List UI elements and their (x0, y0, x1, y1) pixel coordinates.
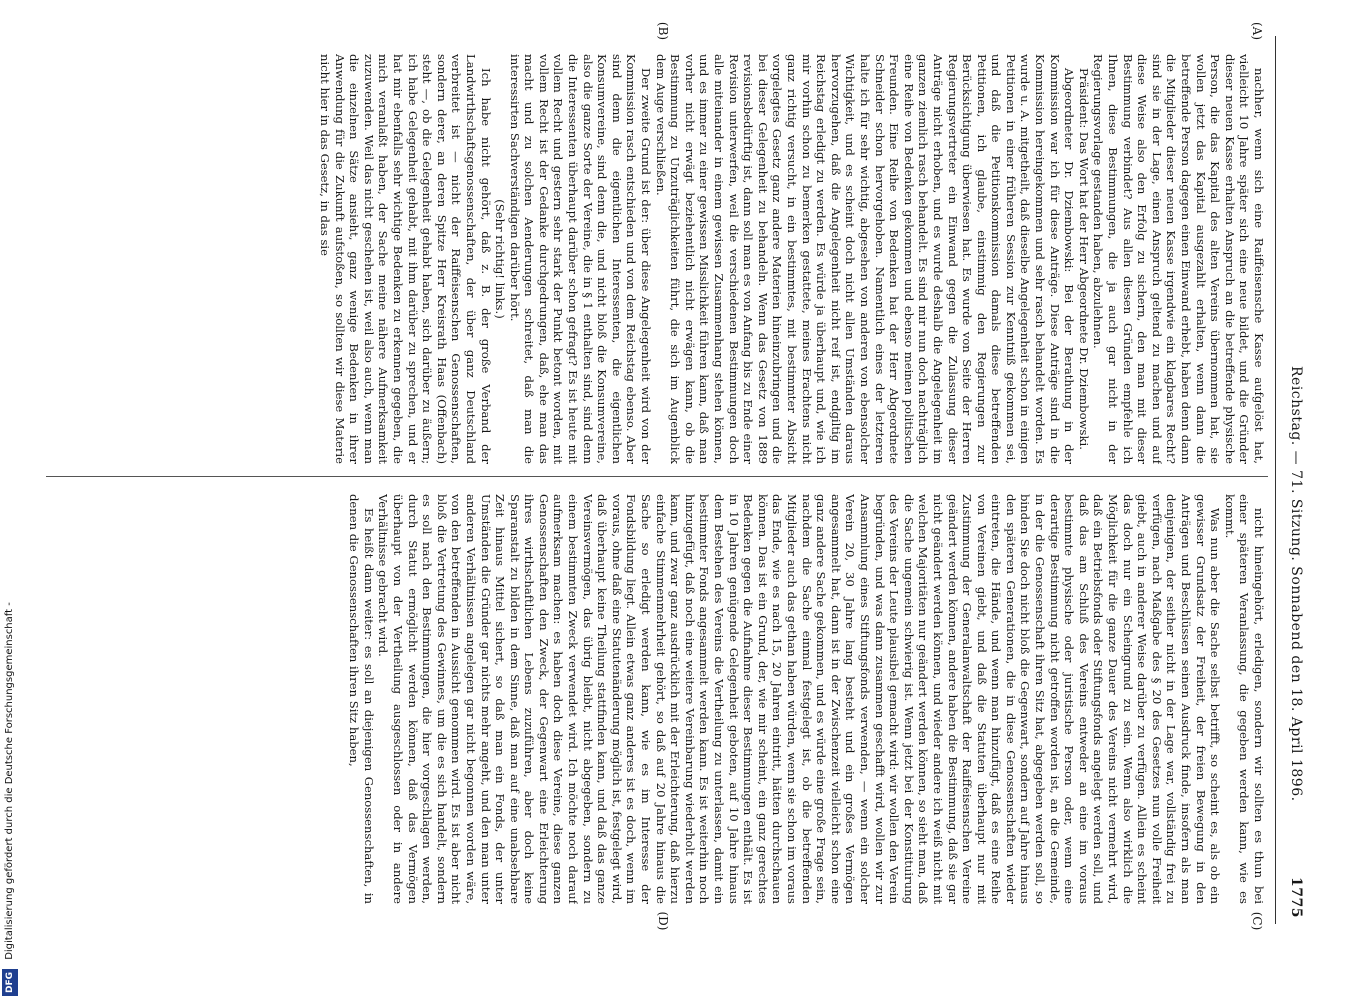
dfg-logo: DFG (2, 969, 18, 996)
digitization-credit (2, 0, 18, 1000)
page-header-title: Reichstag. — 71. Sitzung. Sonnabend den 18. April 1896. (1288, 366, 1304, 802)
paragraph: nicht hineingehört, erledigen, sondern wir sollten es thun bei einer späteren Veranlassung, die gegeben werden kann, wie es kommt. (1222, 494, 1266, 904)
margin-marker-c: (C) (1250, 911, 1264, 931)
paragraph: Der zweite Grund ist der: über diese Angelegenheit wird von der Kommission rasch entschieden und von dem Reichstag ebenso. Aber sind denn die eigentlichen Interessenten, die eigentlichen Konsumvereine, sind denn die, und nicht bloß die Konsumvereine, also die ganze Sorte der Vereine, die in § 1 enthalten sind, sind denn die Interessenten überhaupt darüber schon gefragt? Es ist heute mit vollem Recht und gestern sehr stark der Punkt betont worden, mit vollem Recht ist der Gedanke durchgedrungen, daß, ehe man das macht und zu solchen Aenderungen schreitet, daß man die interessirten Sachverständigen darüber hört. (507, 54, 654, 464)
right-column (46, 494, 1266, 904)
credit-text: Digitalisierung gefördert durch die Deutsche Forschungsgemeinschaft - (4, 602, 15, 960)
margin-marker-a: (A) (1250, 21, 1264, 41)
paragraph: nachher, wenn sich eine Raiffeisensche Kasse aufgelöst hat, vielleicht 10 Jahre später sich eine neue bildet, und die Gründer dieser neuen Kasse erhalten Anspruch an die betreffende physische Person, die das Kapital des alten Vereins übernommen hat, sie wollen jetzt das Kapital ausgezahlt erhalten, wenn dann die betreffende Person dagegen einen Einwand erhebt, haben denn dann die Mitglieder dieser neuen Kasse irgendwie ein klagbares Recht? sind sie in der Lage, einen Anspruch geltend zu machen und auf diese Weise also den Erfolg zu sichern, den man mit dieser Bestimmung verbindet? Aus allen diesen Gründen empfehle ich Ihnen, diese Bestimmungen, die ja auch gar nicht in der Regierungsvorlage gestanden haben, abzulehnen. (1091, 54, 1266, 464)
header-rule (1275, 36, 1276, 924)
left-column (46, 54, 1266, 464)
rotated-page (38, 21, 1310, 931)
margin-marker-b: (B) (656, 21, 670, 41)
paragraph: Präsident: Das Wort hat der Herr Abgeordnete Dr. Dziembowski. (1076, 68, 1091, 450)
paragraph: Es heißt dann weiter: es soll an diejenigen Genossenschaften, in denen die Genossenschaften ihren Sitz haben, (347, 494, 376, 904)
margin-marker-d: (D) (656, 911, 670, 931)
paragraph: Ich habe nicht gehört, daß z. B. der große Verband der Landwirthschaftsgenossenschaften, der über ganz Deutschland verbreitet ist — nicht der Raiffeisenschen Genossenschaften, sondern derer, an deren Spitze Herr Kreisrath Haas (Offenbach) steht —, ob die Gelegenheit gehabt haben, sich darüber zu äußern; ich habe Gelegenheit gehabt, mit ihm darüber zu sprechen, und er hat mir ebenfalls sehr wichtige Bedenken zu erkennen gegeben, die mich veranlaßt haben, der Sache meine nähere Aufmerksamkeit zuzuwenden. Weil das nicht geschehen ist, weil also auch, wenn man die einzelnen Sätze ansieht, ganz wenige Bedenken in ihrer Anwendung für die Zukunft aufstoßen, so sollten wir diese Materie nicht hier in das Gesetz, in das sie (318, 54, 493, 464)
interjection: (Sehr richtig! links.) (493, 199, 508, 319)
page-number: 1775 (1288, 877, 1304, 918)
page-header (1278, 36, 1304, 924)
column-divider (46, 476, 1268, 477)
paragraph: Was nun aber die Sache selbst betrifft, so scheint es, als ob ein gewisser Grundsatz der Freiheit, der freien Bewegung in den Anträgen und Beschlüssen seinen Ausdruck finde, insofern als man denjenigen, der seither nicht in der Lage war, vollständig frei zu verfügen, nach Maßgabe des § 20 des Gesetzes nun volle Freiheit giebt, auch in anderer Weise darüber zu verfügen. Allein es scheint das doch nur ein Scheingrund zu sein. Wenn also wirklich die Möglichkeit für die ganze Dauer des Vereins nicht vermehrt wird, daß ein Betriebsfonds oder Stiftungsfonds angelegt werden soll, und daß das am Schluß des Vereins entweder an eine im voraus bestimmte physische oder juristische Person oder, wenn eine derartige Bestimmung nicht getroffen worden ist, an die Gemeinde, in der die Genossenschaft ihren Sitz hat, abgegeben werden soll, so binden Sie doch nicht bloß die Gegenwart, sondern auf Jahre hinaus den späteren Generationen, die in diese Genossenschaften wieder eintreten, die Hände, und wenn man hinzufügt, daß es eine Reihe von Vereinen giebt, und daß die Statuten überhaupt nur mit Zustimmung der Generalanwaltschaft der Raiffeisenschen Vereine geändert werden können, andere haben die Bestimmung, daß sie gar nicht geändert werden können, und wieder andere ich weiß nicht mit welchen Majoritäten nur geändert werden können, so sieht man, daß die Sache ungemein schwierig ist. Wenn jetzt bei der Konstituirung des Vereins der Leute plausibel gemacht wird: wir wollen den Verein begründen, und was dann zusammen geschafft wird, wollen wir zur Ansammlung eines Stiftungsfonds verwenden, — wenn ein solcher Verein 20, 30 Jahre lang besteht und ein großes Vermögen angesammelt hat, dann ist in der Zwischenzeit vielleicht schon eine ganz andere Sache gekommen, und es würde eine große Frage sein, nachdem die Sache einmal festgelegt ist, ob die betreffenden Mitglieder auch das gethan haben würden, wenn sie schon im voraus das Ende, wie es nach 15, 20 Jahren eintritt, hätten durchschauen können. Das ist ein Grund, der, wie mir scheint, ein ganz gerechtes Bedenken gegen die Aufnahme dieser Bestimmungen enthält. Es ist in 10 Jahren genügende Gelegenheit geboten, auf 10 Jahre hinaus dem Bestehen des Vereins die Vertheilung zu unterlassen, damit ein bestimmter Fonds angesammelt werden kann. Es ist weiterhin noch hinzugefügt, daß noch eine weitere Vereinbarung wiederholt werden kann, und zwar ganz ausdrücklich mit der Erleichterung, daß hierzu einfache Stimmenmehrheit gehört, so daß auf 20 Jahre hinaus die Sache so erledigt werden kann, wie es im Interesse der Fondsbildung liegt. Allein etwas ganz anderes ist es doch, wenn im voraus, ohne daß eine Statutenänderung möglich ist, festgelegt wird, daß überhaupt keine Theilung stattfinden kann, und daß das ganze Vereinsvermögen, das übrig bleibt, nicht abgegeben, sondern zu einem bestimmten Zweck verwendet wird. Ich möchte noch darauf aufmerksam machen: es haben doch diese Vereine, diese ganzen Genossenschaften den Zweck, der Gegenwart eine Erleichterung ihres wirthschaftlichen Lebens zuzuführen, aber doch keine Sparanstalt zu bilden in dem Sinne, daß man auf eine unabsehbare Zeit hinaus Mittel sichert, so daß man ein Fonds, der unter Umständen die Gründer gar nichts mehr angeht, und den man unter anderen Verhältnissen angelegen gar nicht begonnen worden wäre, von den betreffenden in Aussicht genommen wird. Es ist aber nicht bloß die Vertretung des Gewinnes, um die es sich handelt, sondern es soll nach den Bestimmungen, die hier vorgeschlagen werden, durch Statut ermöglicht werden können, daß das Vermögen überhaupt von der Vertheilung ausgeschlossen oder in andere Verhältnisse gebracht wird. (376, 494, 1223, 904)
paragraph: Abgeordneter Dr. Dziembowski: Bei der Berathung in der Kommission war ich für diese Anträge. Diese Anträge sind in die Kommission hereingekommen und sehr rasch behandelt worden. Es wurde u. A. mitgetheilt, daß dieselbe Angelegenheit schon in einigen Petitionen in einer früheren Session zur Kenntniß gekommen sei, und daß die Petitionskommission damals diese betreffenden Petitionen, ich glaube, einstimmig den Regierungen zur Berücksichtigung überwiesen hat. Es wurde von Seite der Herren Regierungsvertreter ein Einwand gegen die Zulassung dieser Anträge nicht erhoben, und es wurde deshalb die Angelegenheit im ganzen ziemlich rasch behandelt. Es sind mir nun doch nachträglich eine Reihe von Bedenken gekommen und ebenso meinen politischen Freunden. Eine Reihe von Bedenken hat der Herr Abgeordnete Schneider schon hervorgehoben. Namentlich eines der letzteren halte ich für sehr wichtig, abgesehen von anderen von ebensolcher Wichtigkeit, und es scheint doch nicht allen Umständen daraus hervorzugehen, daß die Angelegenheit nicht reif ist, endgiltig im Reichstag erledigt zu werden. Es würde ja überhaupt und, wie ich mir vorhin schon zu bemerken gestattete, meines Erachtens nicht ganz richtig versucht, in ein bestimmtes, mit bestimmter Absicht vorgelegtes Gesetz ganz andere Materien hineinzubringen und die bei dieser Gelegenheit zu behandeln. Wenn das Gesetz von 1889 revisionsbedürftig ist, dann soll man es von Anfang bis zu Ende einer Revision unterwerfen, weil die verschiedenen Bestimmungen doch alle miteinander in einem gewissen Zusammenhang stehen können, und es immer zu einer gewissen Misslichkeit führen kann, daß man vorher nicht erwägt beziehentlich nicht erwägen kann, ob die Bestimmung zu Unzuträglichkeiten führt, die sich im Augenblick dem Auge verschließen. (653, 54, 1077, 464)
